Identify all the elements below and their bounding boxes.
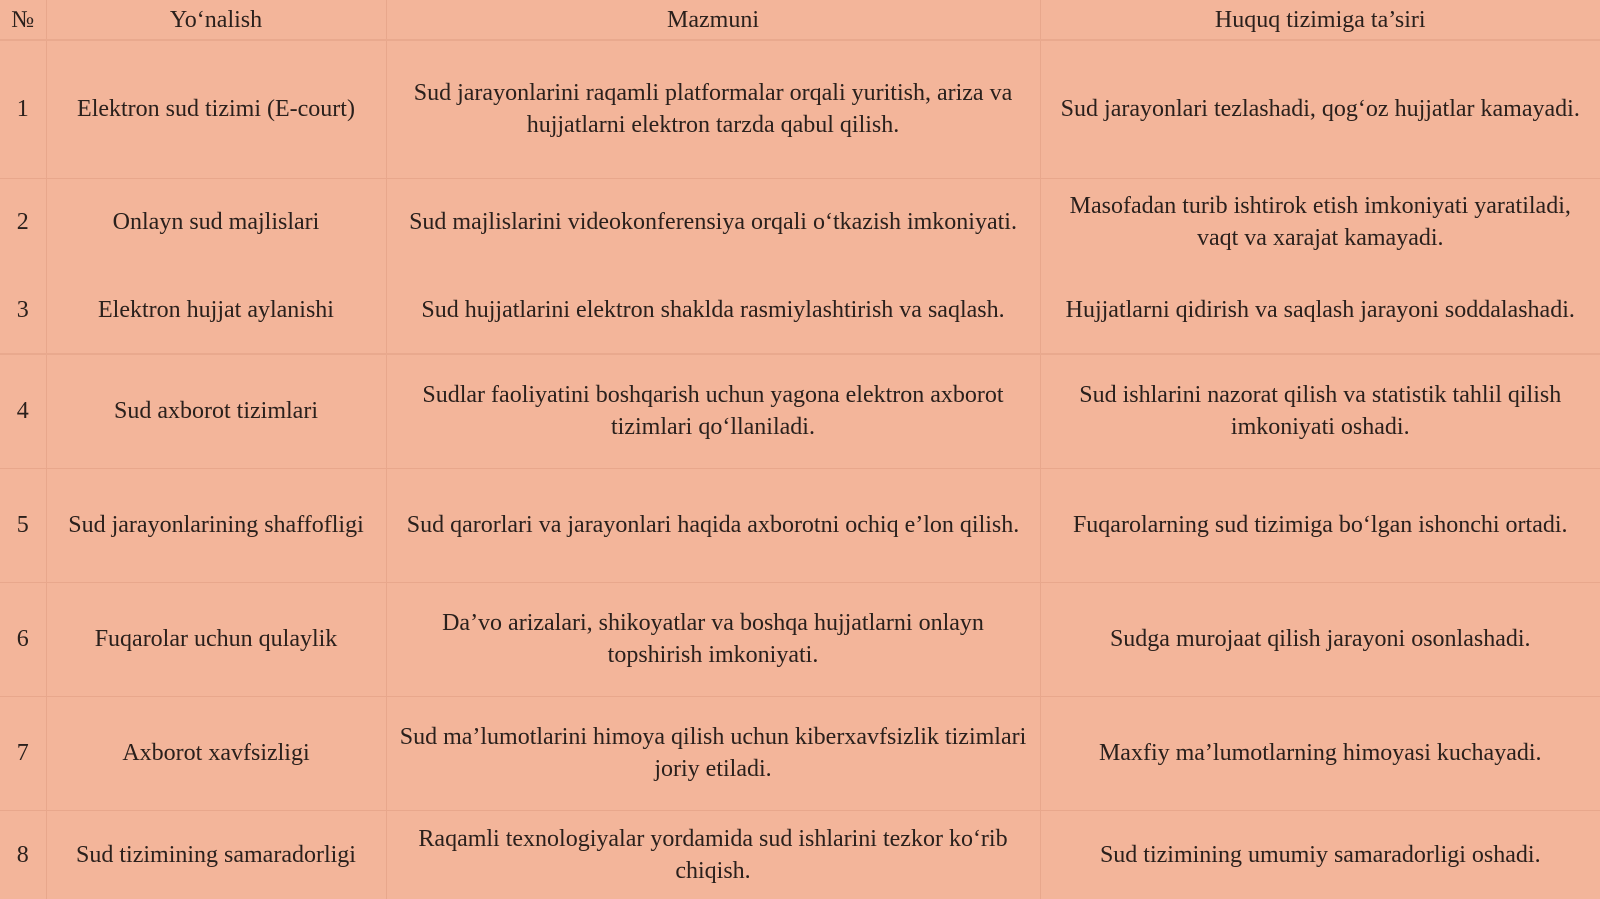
row-number: 4 xyxy=(0,354,46,468)
table-header xyxy=(0,0,1600,40)
header-content: Mazmuni xyxy=(386,0,1040,40)
row-direction: Elektron sud tizimi (E-court) xyxy=(46,40,386,178)
row-number: 5 xyxy=(0,468,46,582)
row-impact: Hujjatlarni qidirish va saqlash jarayoni soddalashadi. xyxy=(1040,266,1600,354)
table-body xyxy=(0,40,1600,899)
table-row xyxy=(0,582,1600,696)
row-direction: Sud tizimining samaradorligi xyxy=(46,810,386,899)
row-content: Sud jarayonlarini raqamli platformalar orqali yuritish, ariza va hujjatlarni elektron tarzda qabul qilish. xyxy=(386,40,1040,178)
table-row xyxy=(0,40,1600,178)
row-number: 3 xyxy=(0,266,46,354)
table-row xyxy=(0,810,1600,899)
table-row xyxy=(0,266,1600,354)
row-impact: Sud jarayonlari tezlashadi, qog‘oz hujjatlar kamayadi. xyxy=(1040,40,1600,178)
row-number: 6 xyxy=(0,582,46,696)
row-impact: Maxfiy ma’lumotlarning himoyasi kuchayadi. xyxy=(1040,696,1600,810)
table-row xyxy=(0,354,1600,468)
row-impact: Masofadan turib ishtirok etish imkoniyati yaratiladi, vaqt va xarajat kamayadi. xyxy=(1069,193,1571,252)
row-content: Sud qarorlari va jarayonlari haqida axborotni ochiq e’lon qilish. xyxy=(386,468,1040,582)
row-direction: Sud jarayonlarining shaffofligi xyxy=(46,468,386,582)
table-row xyxy=(0,468,1600,582)
row-direction: Onlayn sud majlislari xyxy=(46,178,386,266)
row-number: 8 xyxy=(0,810,46,899)
row-content: Sud majlislarini videokonferensiya orqali o‘tkazish imkoniyati. xyxy=(386,178,1040,266)
row-direction: Fuqarolar uchun qulaylik xyxy=(46,582,386,696)
row-content: Sud hujjatlarini elektron shaklda rasmiylashtirish va saqlash. xyxy=(386,266,1040,354)
row-content: Sudlar faoliyatini boshqarish uchun yagona elektron axborot tizimlari qo‘llaniladi. xyxy=(386,354,1040,468)
header-impact: Huquq tizimiga ta’siri xyxy=(1040,0,1600,40)
header-direction: Yo‘nalish xyxy=(46,0,386,40)
table-row xyxy=(0,178,1600,266)
row-impact: Fuqarolarning sud tizimiga bo‘lgan ishonchi ortadi. xyxy=(1040,468,1600,582)
row-direction: Axborot xavfsizligi xyxy=(46,696,386,810)
row-content: Da’vo arizalari, shikoyatlar va boshqa hujjatlarni onlayn topshirish imkoniyati. xyxy=(386,582,1040,696)
header-number: № xyxy=(0,0,46,40)
row-direction: Sud axborot tizimlari xyxy=(46,354,386,468)
row-number: 1 xyxy=(0,40,46,178)
row-impact: Sud ishlarini nazorat qilish va statistik tahlil qilish imkoniyati oshadi. xyxy=(1040,354,1600,468)
row-impact: Sudga murojaat qilish jarayoni osonlashadi. xyxy=(1040,582,1600,696)
header-row xyxy=(0,0,1600,40)
row-content: Raqamli texnologiyalar yordamida sud ishlarini tezkor ko‘rib chiqish. xyxy=(386,810,1040,899)
row-content: Sud ma’lumotlarini himoya qilish uchun kiberxavfsizlik tizimlari joriy etiladi. xyxy=(386,696,1040,810)
row-direction: Elektron hujjat aylanishi xyxy=(46,266,386,354)
row-number: 7 xyxy=(0,696,46,810)
row-number: 2 xyxy=(0,178,46,266)
table-row xyxy=(0,696,1600,810)
row-impact: Sud tizimining umumiy samaradorligi oshadi. xyxy=(1099,841,1541,868)
